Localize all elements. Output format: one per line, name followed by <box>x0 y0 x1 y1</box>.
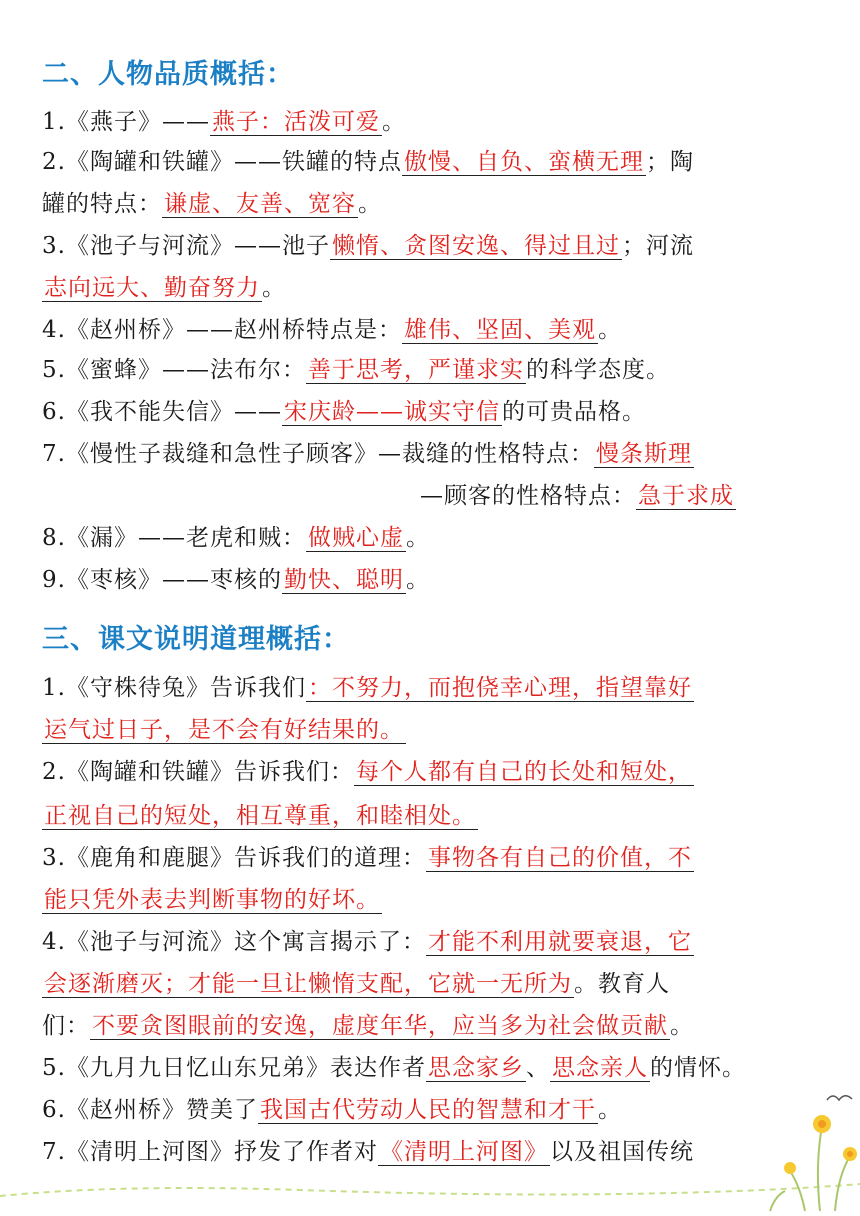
prompt-text: 3.《鹿角和鹿腿》告诉我们的道理： <box>42 845 426 871</box>
section3-line <box>42 758 694 786</box>
section3-line <box>42 1012 694 1040</box>
flower-icon <box>750 1056 860 1216</box>
prompt-text: 的可贵品格。 <box>501 399 646 425</box>
prompt-text: ；陶 <box>645 149 694 175</box>
answer-text: 懒惰、贪图安逸、得过且过 <box>331 233 620 259</box>
answer-text: ：不努力，而抱侥幸心理，指望靠好 <box>307 675 692 701</box>
prompt-text: 9.《枣核》——枣核的 <box>42 567 282 593</box>
answer-text: 慢条斯理 <box>595 441 692 467</box>
dashed-border <box>0 1176 860 1216</box>
prompt-text: 。 <box>358 191 382 217</box>
prompt-text: 6.《我不能失信》—— <box>42 399 282 425</box>
prompt-text: 1.《燕子》—— <box>42 109 210 135</box>
prompt-text: 。 <box>262 275 286 301</box>
prompt-text: 。 <box>597 1097 622 1123</box>
answer-text: 思念亲人 <box>551 1055 648 1081</box>
section3-line <box>42 928 694 956</box>
section3-line <box>42 1054 746 1082</box>
prompt-text: 罐的特点： <box>42 191 162 217</box>
section3-line <box>42 802 478 830</box>
section3-line <box>42 886 382 914</box>
prompt-text: 。 <box>670 1013 694 1039</box>
prompt-text: ；河流 <box>621 233 694 259</box>
prompt-text: 2.《陶罐和铁罐》——铁罐的特点 <box>42 149 402 175</box>
answer-text: 勤快、聪明 <box>283 567 404 593</box>
section3-line <box>42 1138 694 1166</box>
prompt-text: 5.《蜜蜂》——法布尔： <box>42 357 306 383</box>
section3-line <box>42 844 694 872</box>
section2-line <box>42 356 670 384</box>
prompt-text: 以及祖国传统 <box>549 1139 694 1165</box>
section2-line <box>42 398 646 426</box>
prompt-text: 5.《九月九日忆山东兄弟》表达作者 <box>42 1055 426 1081</box>
section2-line <box>42 274 286 302</box>
section2-line <box>42 108 406 136</box>
prompt-text: 。 <box>381 109 406 135</box>
answer-text: 不要贪图眼前的安逸，虚度年华，应当多为社会做贡献 <box>92 1013 668 1039</box>
section3-line <box>42 1096 622 1124</box>
answer-text: 运气过日子，是不会有好结果的。 <box>44 717 404 743</box>
answer-text: 正视自己的短处，相互尊重，和睦相处。 <box>44 803 476 829</box>
answer-text: 每个人都有自己的长处和短处， <box>355 759 692 785</box>
prompt-text: 的情怀。 <box>649 1055 746 1081</box>
answer-text: 谦虚、友善、宽容 <box>164 191 356 217</box>
prompt-text: 1.《守株待兔》告诉我们 <box>42 675 306 701</box>
answer-text: 雄伟、坚固、美观 <box>403 317 596 343</box>
prompt-text: 7.《清明上河图》抒发了作者对 <box>42 1139 378 1165</box>
prompt-text: 8.《漏》——老虎和贼： <box>42 525 306 551</box>
prompt-text: —顾客的性格特点： <box>420 483 636 509</box>
prompt-text: 。 <box>405 567 430 593</box>
prompt-text: 4.《池子与河流》这个寓言揭示了： <box>42 929 426 955</box>
answer-text: 善于思考，严谨求实 <box>307 357 524 383</box>
section2-title: 二、人物品质概括： <box>42 59 294 90</box>
prompt-text: 。 <box>597 317 622 343</box>
answer-text: 能只凭外表去判断事物的好坏。 <box>44 887 380 913</box>
answer-text: 《清明上河图》 <box>379 1139 548 1165</box>
prompt-text: 。教育人 <box>574 971 670 997</box>
section2-line <box>42 440 694 468</box>
section3-title: 三、课文说明道理概括： <box>42 624 350 655</box>
answer-text: 事物各有自己的价值，不 <box>427 845 692 871</box>
section2-line <box>42 232 694 260</box>
prompt-text: 7.《慢性子裁缝和急性子顾客》—裁缝的性格特点： <box>42 441 594 467</box>
section2-line <box>42 566 430 594</box>
section3-line <box>42 674 694 702</box>
answer-text: 思念家乡 <box>427 1055 524 1081</box>
section3-line <box>42 970 670 998</box>
answer-text: 傲慢、自负、蛮横无理 <box>403 149 644 175</box>
section2-line <box>42 316 622 344</box>
section2-line <box>42 190 382 218</box>
answer-text: 我国古代劳动人民的智慧和才干 <box>259 1097 596 1123</box>
answer-text: 才能不利用就要衰退，它 <box>427 929 692 955</box>
prompt-text: 的科学态度。 <box>525 357 670 383</box>
answer-text: 急于求成 <box>638 483 734 509</box>
prompt-text: 、 <box>525 1055 550 1081</box>
prompt-text: 6.《赵州桥》赞美了 <box>42 1097 258 1123</box>
answer-text: 做贼心虚 <box>307 525 404 551</box>
bird-icon <box>825 1090 855 1110</box>
answer-text: 志向远大、勤奋努力 <box>44 275 260 301</box>
answer-text: 宋庆龄——诚实守信 <box>283 399 500 425</box>
section2-line <box>42 524 430 552</box>
prompt-text: 2.《陶罐和铁罐》告诉我们： <box>42 759 354 785</box>
answer-text: 燕子：活泼可爱 <box>211 109 380 135</box>
prompt-text: 3.《池子与河流》——池子 <box>42 233 330 259</box>
section2-line <box>42 148 694 176</box>
prompt-text: 4.《赵州桥》——赵州桥特点是： <box>42 317 402 343</box>
prompt-text: 。 <box>405 525 430 551</box>
answer-text: 会逐渐磨灭；才能一旦让懒惰支配，它就一无所为 <box>44 971 572 997</box>
section2-line <box>420 482 736 510</box>
section3-line <box>42 716 406 744</box>
prompt-text: 们： <box>42 1013 90 1039</box>
